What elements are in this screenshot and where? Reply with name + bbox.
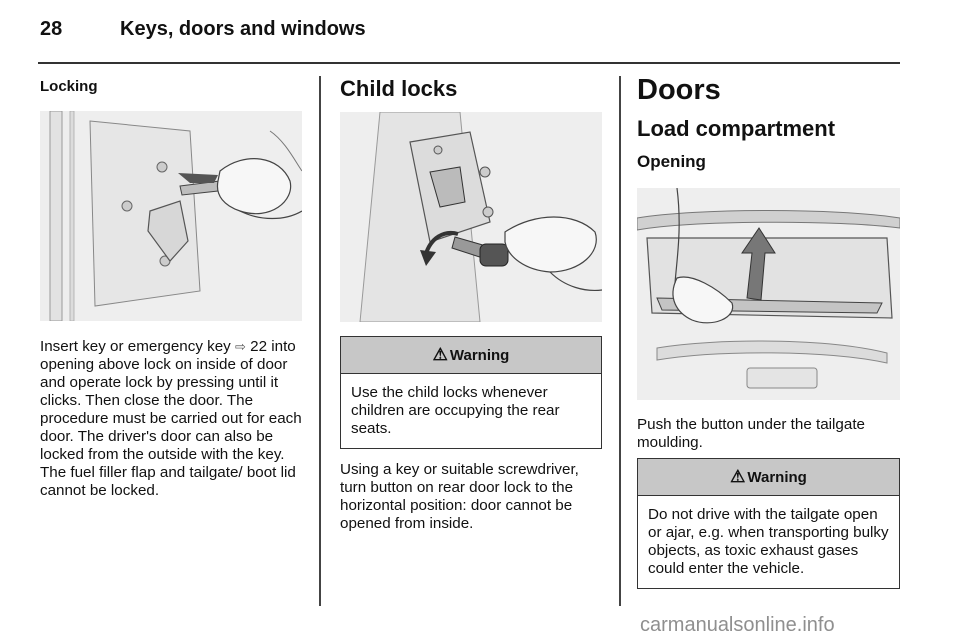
door-lock-key-illustration-icon bbox=[40, 111, 302, 321]
subheading-opening: Opening bbox=[637, 152, 706, 171]
warning-header bbox=[638, 459, 899, 496]
chapter-title: Keys, doors and windows bbox=[120, 18, 366, 40]
child-lock-key-turn-illustration-icon bbox=[340, 112, 602, 322]
watermark: carmanualsonline.info bbox=[640, 614, 835, 636]
warning-triangle-icon: ⚠ bbox=[432, 345, 448, 364]
warning-text: Do not drive with the tailgate open or ajar, e.g. when transporting bulky objects, as toxic exhaust gases could enter the vehicle. bbox=[648, 506, 889, 577]
tailgate-opening-illustration-icon bbox=[637, 188, 900, 400]
warning-triangle-icon: ⚠ bbox=[730, 467, 746, 486]
warning-text: Use the child locks whenever children are occupying the rear seats. bbox=[351, 384, 560, 437]
column-divider-1 bbox=[319, 76, 321, 606]
locking-text-end: into opening above lock on inside of door and operate lock by pressing until it clicks. Then close the door. The procedure must be carried out for each door. The driver's door can also be locked from the outside with the key. The fuel filler flap and tailgate/ boot lid cannot be locked. bbox=[40, 338, 302, 499]
warning-title: Warning bbox=[449, 347, 510, 364]
section-heading-locking: Locking bbox=[40, 78, 98, 95]
page-reference-arrow-icon: ⇨ bbox=[234, 339, 246, 354]
warning-header bbox=[341, 337, 601, 374]
child-locks-warning-box bbox=[340, 336, 602, 449]
tailgate-instructions: Push the button under the tailgate moulding. bbox=[637, 416, 865, 451]
page-number: 28 bbox=[40, 18, 63, 40]
page-reference[interactable]: 22 bbox=[250, 338, 268, 355]
subheading-load-compartment: Load compartment bbox=[637, 116, 836, 141]
header-divider bbox=[38, 62, 900, 64]
page-header bbox=[40, 18, 920, 58]
column-child-locks bbox=[340, 72, 602, 533]
column-doors bbox=[637, 72, 900, 589]
locking-text-start: Insert key or emergency key bbox=[40, 338, 235, 355]
section-heading-doors: Doors bbox=[637, 74, 721, 106]
child-locks-instructions: Using a key or suitable screwdriver, turn button on rear door lock to the horizontal position: door cannot be opened from inside. bbox=[340, 461, 579, 532]
locking-instructions bbox=[40, 338, 302, 500]
tailgate-warning-box bbox=[637, 458, 900, 589]
column-divider-2 bbox=[619, 76, 621, 606]
column-locking bbox=[40, 72, 302, 500]
section-heading-child-locks: Child locks bbox=[340, 76, 458, 101]
warning-title: Warning bbox=[747, 469, 807, 486]
